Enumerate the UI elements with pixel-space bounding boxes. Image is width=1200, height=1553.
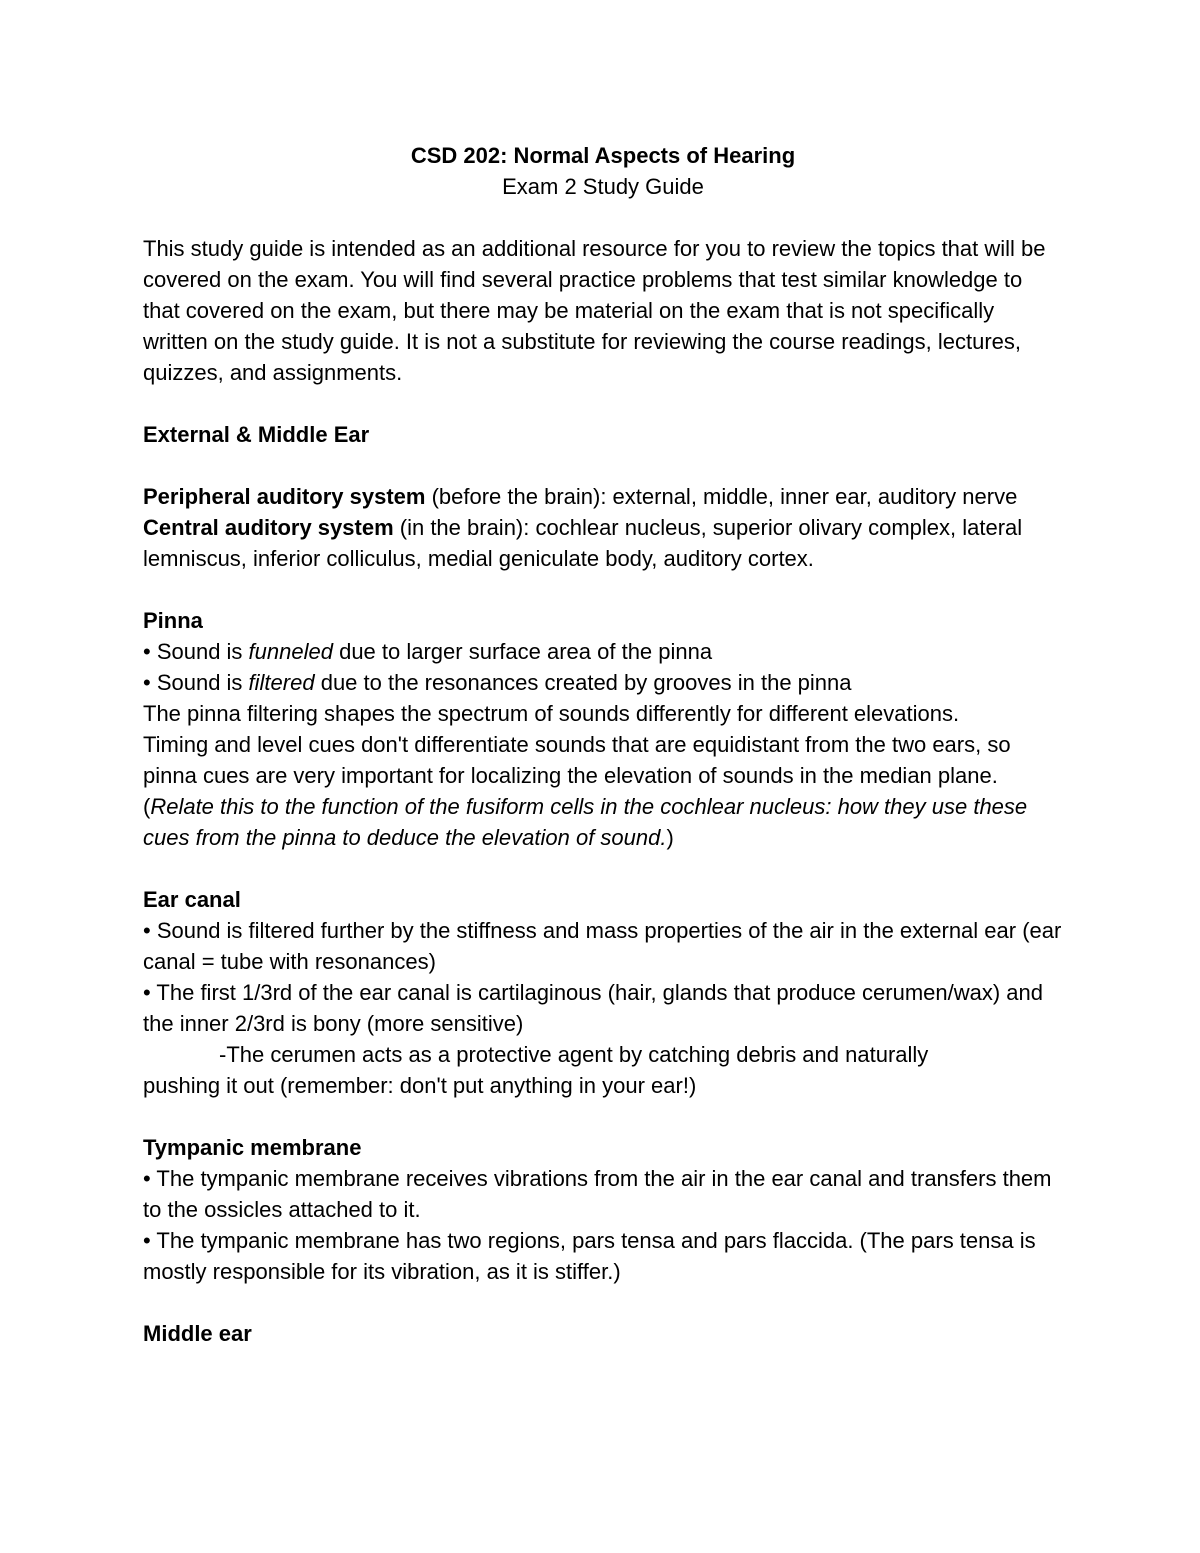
spacer [143, 574, 1063, 605]
tympanic-bullet-2: • The tympanic membrane has two regions, pars tensa and pars flaccida. (The pars tensa is mostly responsible for its vibration, as it is stiffer.) [143, 1228, 1036, 1284]
ear-canal-sub-note [143, 1039, 1063, 1101]
peripheral-label: Peripheral auditory system [143, 484, 426, 509]
emphasis-filtered: filtered [248, 670, 315, 695]
text-run: • Sound is [143, 670, 249, 695]
spacer [143, 202, 1063, 233]
document-subtitle: Exam 2 Study Guide [502, 174, 704, 199]
spacer [143, 388, 1063, 419]
spacer [143, 1287, 1063, 1318]
spacer [143, 853, 1063, 884]
pinna-bullet-2 [143, 667, 1063, 698]
text-run: • Sound is [143, 639, 249, 664]
document-page [143, 140, 1063, 1349]
peripheral-text: (before the brain): external, middle, inner ear, auditory nerve [425, 484, 1018, 509]
central-label: Central auditory system [143, 515, 394, 540]
document-title: CSD 202: Normal Aspects of Hearing [410, 143, 796, 168]
sub-note-rest: pushing it out (remember: don't put anything in your ear!) [143, 1073, 697, 1098]
tympanic-heading: Tympanic membrane [143, 1135, 362, 1160]
text-run: ) [666, 825, 674, 850]
emphasis-relate: Relate this to the function of the fusiform cells in the cochlear nucleus: how they use these cues from the pinna to deduce the elevation of sound. [143, 794, 1028, 850]
emphasis-funneled: funneled [248, 639, 333, 664]
spacer [143, 1101, 1063, 1132]
text-run: due to larger surface area of the pinna [332, 639, 713, 664]
pinna-bullet-1 [143, 636, 1063, 667]
auditory-systems-paragraph [143, 481, 1063, 574]
intro-paragraph: This study guide is intended as an additional resource for you to review the topics that will be covered on the exam. You will find several practice problems that test similar knowledge to that covered on the exam, but there may be material on the exam that is not specifically written on the study guide. It is not a substitute for reviewing the course readings, lectures, quizzes, and assignments. [143, 236, 1046, 385]
ear-canal-bullet-1: • Sound is filtered further by the stiffness and mass properties of the air in the external ear (ear canal = tube with resonances) [143, 918, 1062, 974]
pinna-paragraph [143, 729, 1063, 853]
pinna-heading: Pinna [143, 608, 203, 633]
text-run: due to the resonances created by grooves in the pinna [314, 670, 852, 695]
spacer [143, 450, 1063, 481]
tympanic-bullet-1: • The tympanic membrane receives vibrations from the air in the ear canal and transfers them to the ossicles attached to it. [143, 1166, 1052, 1222]
section-heading-external-middle: External & Middle Ear [143, 422, 370, 447]
central-text: (in the brain): cochlear nucleus, superior olivary complex, lateral lemniscus, inferior colliculus, medial geniculate body, auditory cortex. [143, 515, 1023, 571]
text-run: Timing and level cues don't differentiate sounds that are equidistant from the two ears, so pinna cues are very important for localizing the elevation of sounds in the median plane. ( [143, 732, 1011, 819]
sub-note-first-line: -The cerumen acts as a protective agent by catching debris and naturally [219, 1042, 929, 1067]
ear-canal-bullet-2: • The first 1/3rd of the ear canal is cartilaginous (hair, glands that produce cerumen/wax) and the inner 2/3rd is bony (more sensitive) [143, 980, 1044, 1036]
middle-ear-heading: Middle ear [143, 1321, 252, 1346]
ear-canal-heading: Ear canal [143, 887, 241, 912]
pinna-line-3: The pinna filtering shapes the spectrum of sounds differently for different elevations. [143, 701, 960, 726]
